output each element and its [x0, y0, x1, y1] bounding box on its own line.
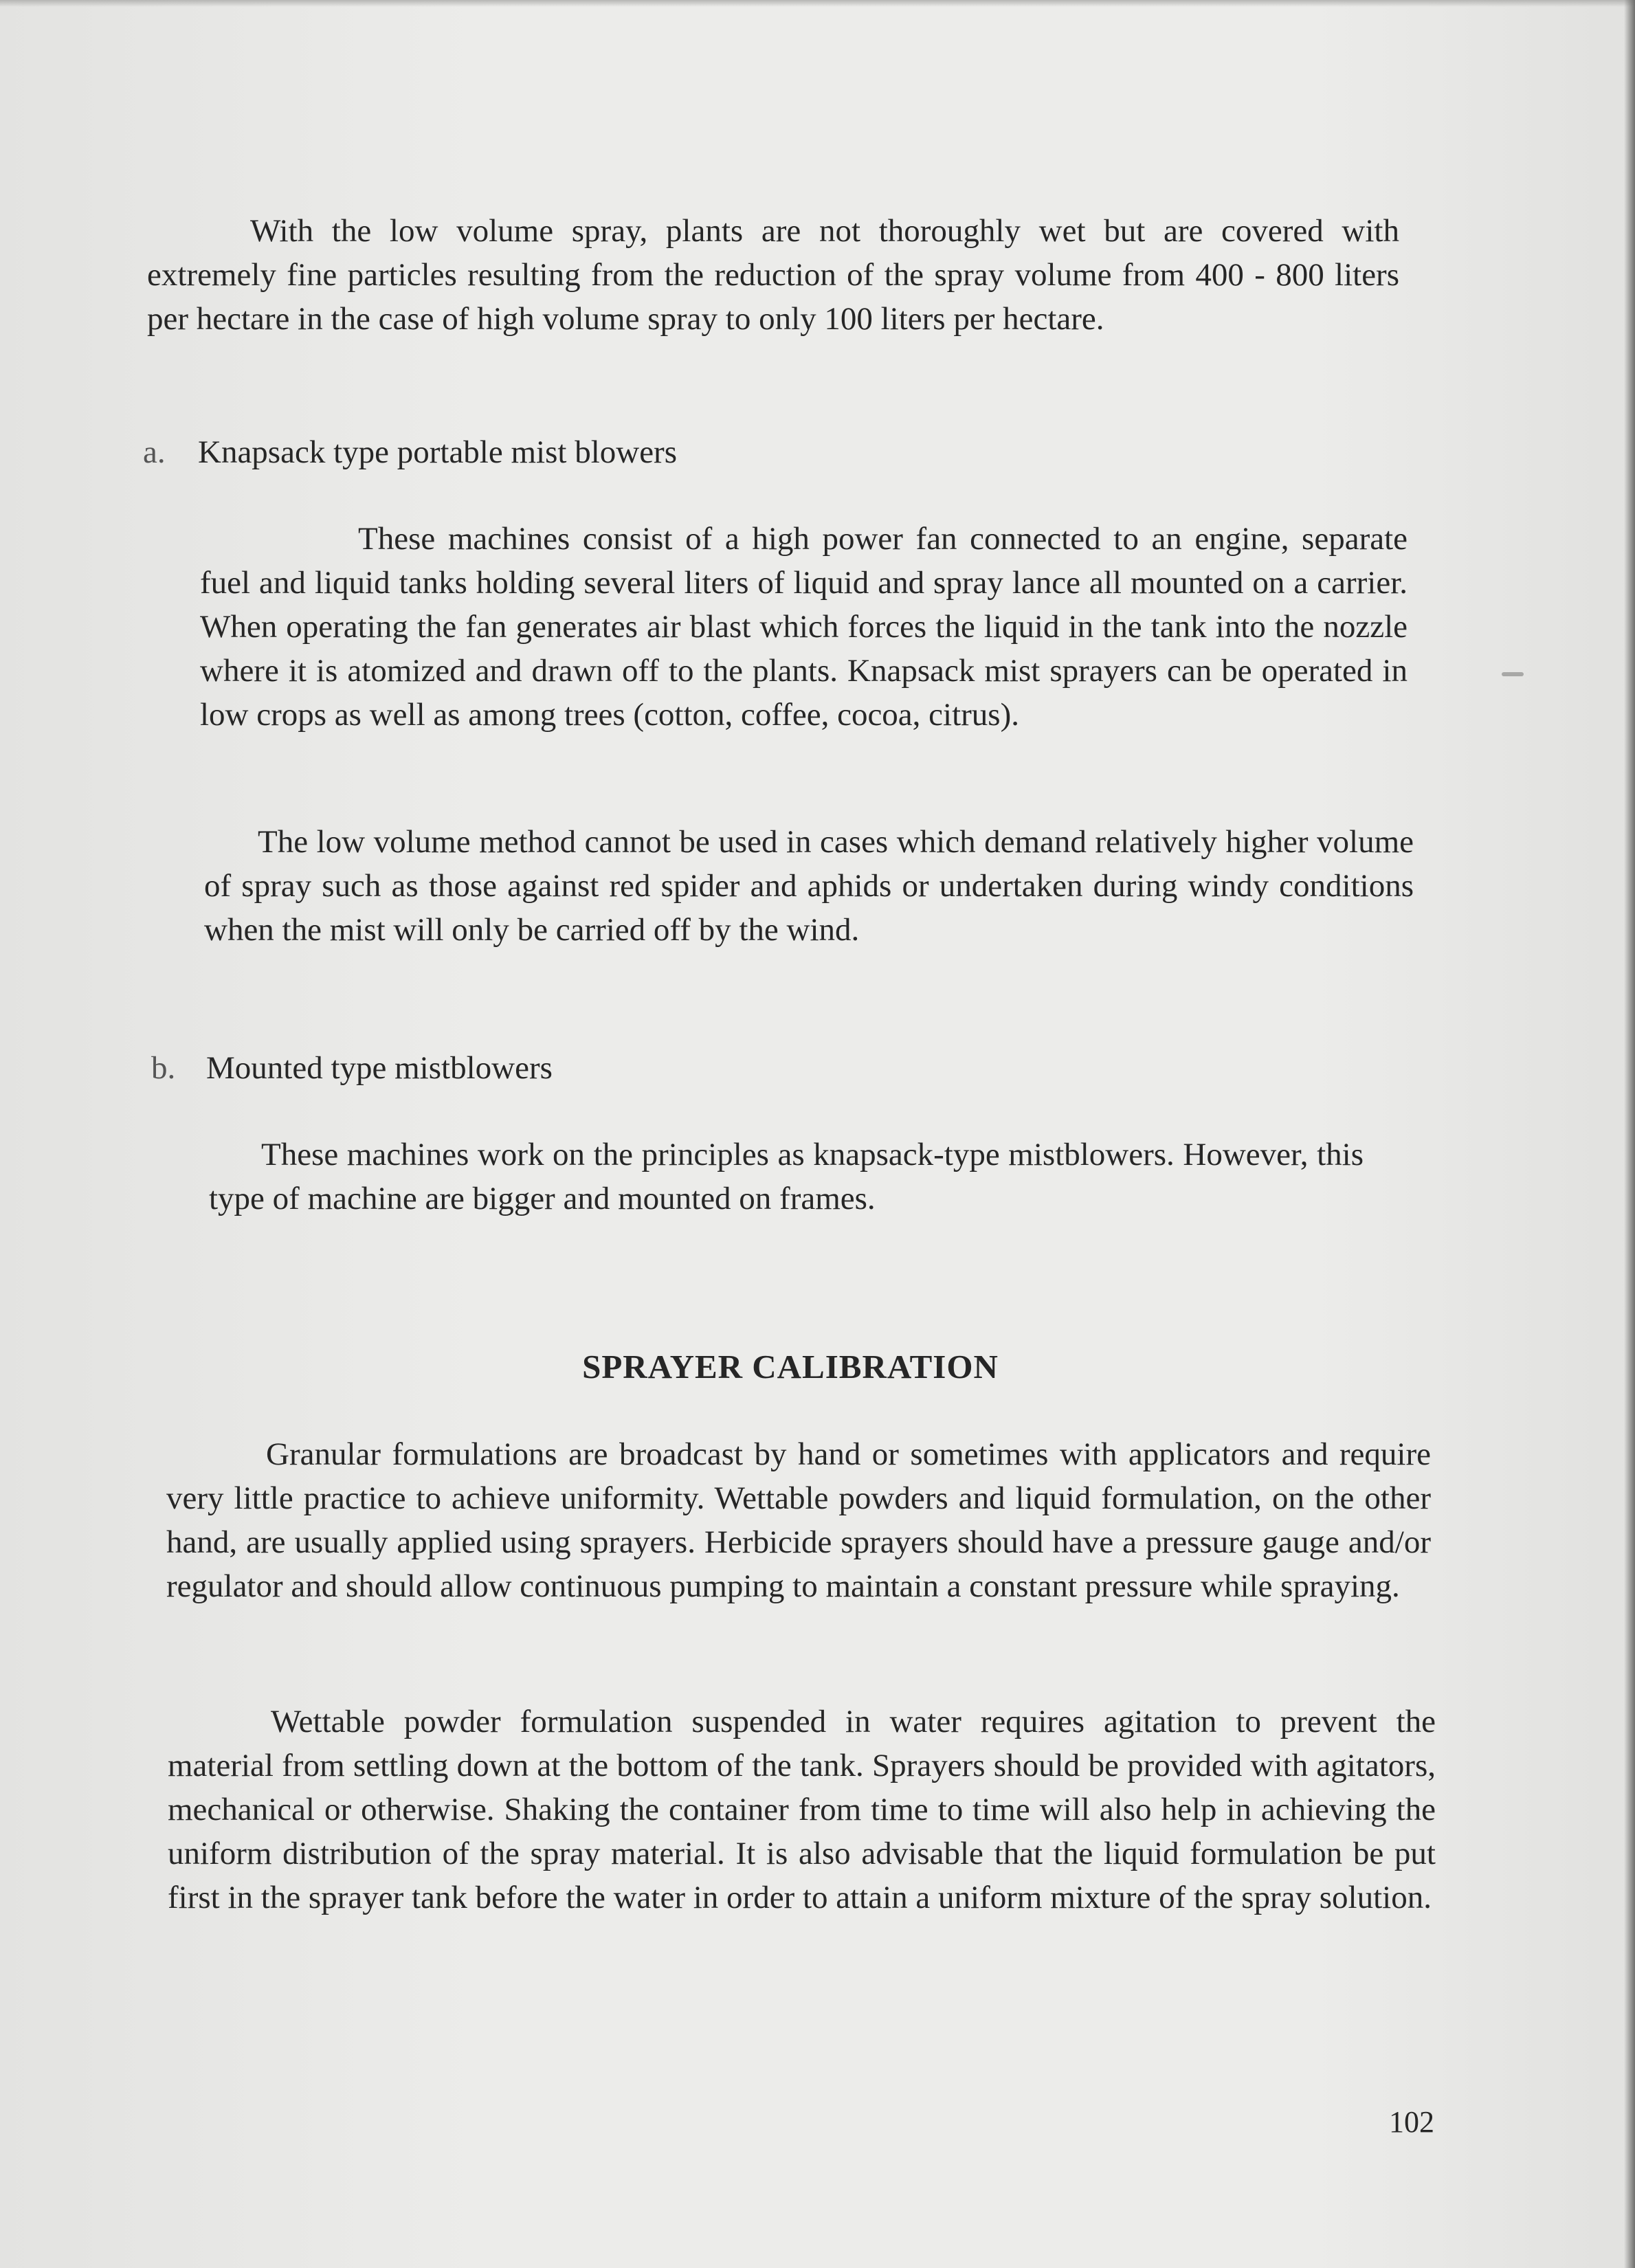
- scan-top-shadow: [0, 0, 1635, 7]
- paragraph-low-volume-limits: The low volume method cannot be used in cases which demand relatively higher volume of spray such as those against red spider and aphids or undertaken during windy conditions when the mist will only be carried off by the wind.: [204, 824, 1414, 948]
- section-heading: SPRAYER CALIBRATION: [582, 1348, 999, 1386]
- paragraph-mounted-description: These machines work on the principles as knapsack-type mistblowers. However, this type of machine are bigger and mounted on frames.: [209, 1137, 1364, 1216]
- paragraph-granular: Granular formulations are broadcast by hand or sometimes with applicators and require very little practice to achieve uniformity. Wettable powders and liquid formulation, on the other hand, are usually applied using sprayers. Herbicide sprayers should have a pressure gauge and/or regulator and should allow continuous pumping to maintain a constant pressure while spraying.: [166, 1436, 1431, 1604]
- list-marker-a: a.: [143, 434, 166, 470]
- page-number: 102: [1389, 2105, 1434, 2139]
- list-marker-b: b.: [151, 1050, 176, 1086]
- list-title-mounted: Mounted type mistblowers: [206, 1050, 553, 1086]
- paragraph-low-volume-intro: With the low volume spray, plants are not thoroughly wet but are covered with extremely fine particles resulting from the reduction of the spray volume from 400 - 800 liters per hectare in the case of high volume spray to only 100 liters per hectare.: [147, 213, 1399, 337]
- scan-speck: [1502, 672, 1524, 676]
- paragraph-knapsack-description: These machines consist of a high power fan connected to an engine, separate fuel and liquid tanks holding several liters of liquid and spray lance all mounted on a carrier. When operating the fan generates air blast which forces the liquid in the tank into the nozzle where it is atomized and drawn off to the plants. Knapsack mist sprayers can be operated in low crops as well as among trees (cotton, coffee, cocoa, citrus).: [200, 521, 1408, 733]
- paragraph-wettable: Wettable powder formulation suspended in water requires agitation to prevent the material from settling down at the bottom of the tank. Sprayers should be provided with agitators, mechanical or otherwise. Shaking the container from time to time will also help in achieving the uniform distribution of the spray material. It is also advisable that the liquid formulation be put first in the sprayer tank before the water in order to attain a uniform mixture of the spray solution.: [168, 1704, 1436, 1915]
- scan-right-edge: [1624, 0, 1635, 2268]
- list-title-knapsack: Knapsack type portable mist blowers: [198, 434, 677, 470]
